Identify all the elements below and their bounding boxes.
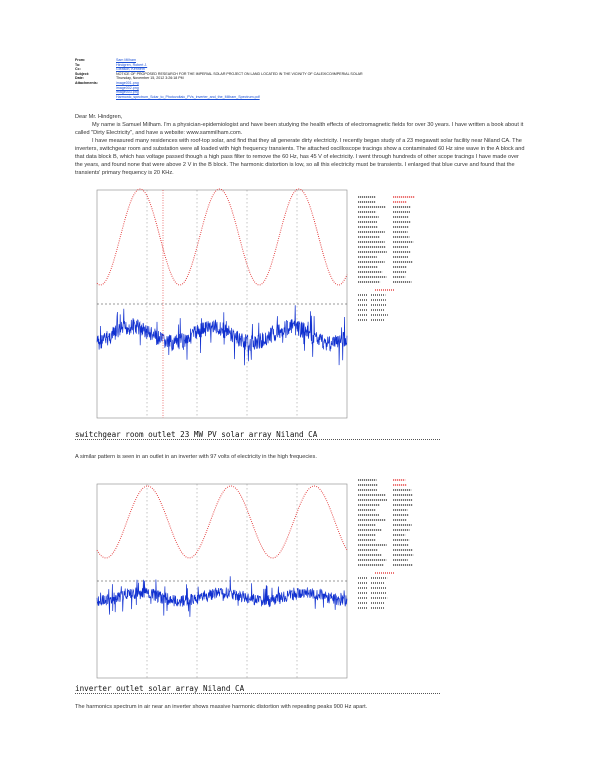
paragraph-inverter: A similar pattern is seen in an outlet in an inverter with 97 volts of electricity in the high frequecies. xyxy=(75,454,317,460)
header-link[interactable]: Gleason, Kenneth xyxy=(116,67,145,72)
letter-body xyxy=(75,113,525,177)
oscilloscope-trace-2 xyxy=(75,470,445,685)
email-header xyxy=(75,58,363,99)
scope-caption-2: inverter outlet solar array Niland CA xyxy=(75,684,440,694)
header-link[interactable]: Sam Milham xyxy=(116,58,136,62)
transient-trace xyxy=(97,305,347,365)
header-link[interactable]: image002.png xyxy=(116,85,139,90)
transient-trace xyxy=(97,576,347,617)
header-key: Cc: xyxy=(75,67,81,72)
header-key: Attachments: xyxy=(75,80,98,85)
header-link[interactable]: Harmonic_spectrum_Solar_to_Photovoltaic_PVs_inverter_and_the_Milham_Spectrum.pdf xyxy=(116,94,260,99)
header-link[interactable]: image001.png xyxy=(116,80,139,85)
header-key: To: xyxy=(75,62,81,67)
header-row xyxy=(75,95,363,100)
header-link[interactable]: Hindgren, Robert J. xyxy=(116,62,148,67)
header-key: Date: xyxy=(75,76,84,81)
oscilloscope-trace-1 xyxy=(75,187,445,427)
sine-trace xyxy=(97,486,347,558)
header-value: NOTICE OF PROPOSED RESEARCH FOR THE IMPERIAL SOLAR PROJECT ON LAND LOCATED IN THE VICINITY OF CALEXICO/IMPERIAL SOLAR xyxy=(116,71,363,76)
sine-trace xyxy=(97,189,347,285)
header-key: Subject: xyxy=(75,71,90,76)
header-key: From: xyxy=(75,58,86,62)
header-link[interactable]: image003.png xyxy=(116,90,139,95)
header-value: Thursday, November 15, 2012 3:26:18 PM xyxy=(116,76,184,81)
salutation: Dear Mr. Hindgren, xyxy=(75,114,123,120)
paragraph-intro: My name is Samuel Milham. I'm a physician-epidemiologist and have been studying the health effects of electromagnetic fields for over 30 years. I have written a book about it called "Dirty Electricity", and have a website: www.sammilham.com. xyxy=(75,122,524,136)
paragraph-harmonics: The harmonics spectrum in air near an inverter shows massive harmonic distortion with repeating peaks 900 Hz apart. xyxy=(75,704,368,710)
header-key xyxy=(75,95,116,100)
scope-caption-1: switchgear room outlet 23 MW PV solar array Niland CA xyxy=(75,430,440,440)
paragraph-measurements: I have measured many residences with roof-top solar, and find that they all generate dirty electricity. I recently began study of a 23 megawatt solar facility near Niland CA. The inverters, switchgear room and substation were all loaded with high frequency transients. The attached oscilloscope tracings show a contaminated 60 Hz sine wave in the A block and that data block B, which has voltage passed though a high pass filter to remove the 60 Hz, has 45 V of electricity. I went through hundreds of other scope tracings I have made over the years, and found none that were above 2 V in the B block. The harmonic distortion is low, so all this electricity must be transients. I enlarged that blue curve and found that the transients' primary frequency is 20 KHz. xyxy=(75,138,525,176)
